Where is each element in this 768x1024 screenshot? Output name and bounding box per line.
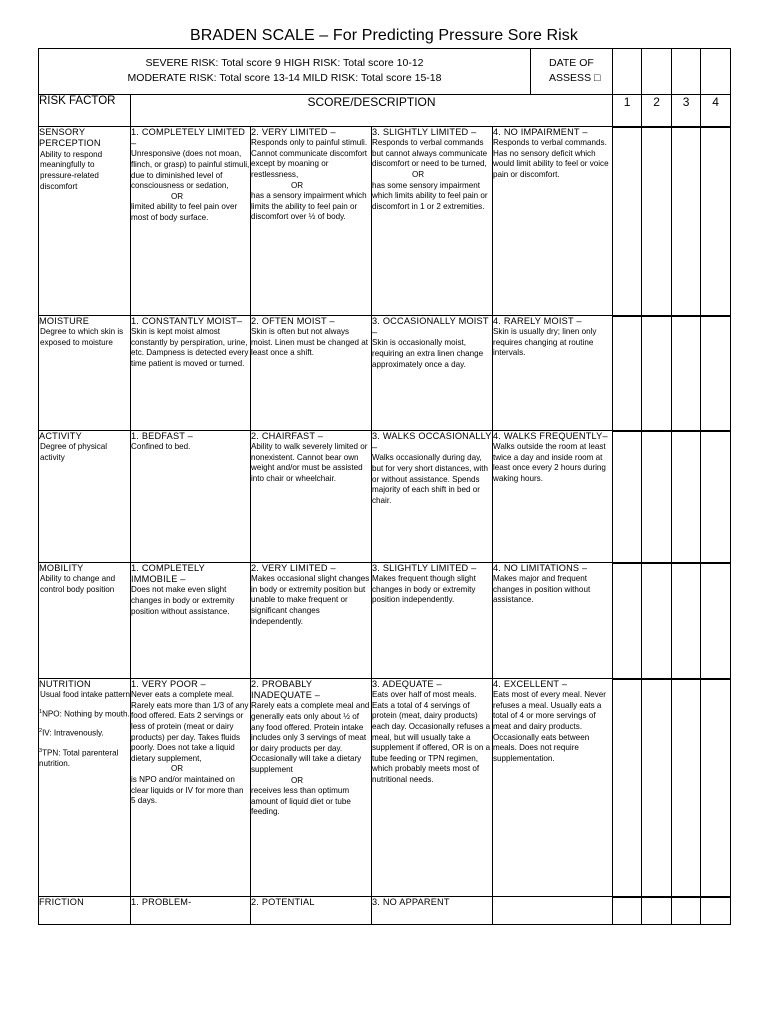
date-of-assess-cell xyxy=(531,49,613,95)
score-entry-box[interactable] xyxy=(701,897,730,898)
score-entry-box[interactable] xyxy=(642,679,671,680)
score-heading: 1. COMPLETELY LIMITED – xyxy=(131,127,246,149)
score-heading: 4. NO IMPAIRMENT – xyxy=(493,127,588,137)
assessment-1-header: 1 xyxy=(613,95,642,127)
assessment-3-header: 3 xyxy=(672,95,701,127)
score-heading: 1. BEDFAST – xyxy=(131,431,193,441)
score-heading: 4. WALKS FREQUENTLY– xyxy=(493,431,608,441)
score-option-3 xyxy=(372,563,493,679)
score-option-2 xyxy=(251,127,372,316)
score-entry-box[interactable] xyxy=(701,431,730,432)
date-label-1: DATE OF xyxy=(549,57,594,69)
score-entry-box[interactable] xyxy=(642,127,671,128)
score-entry-box[interactable] xyxy=(613,897,641,898)
score-heading: 2. OFTEN MOIST – xyxy=(251,316,335,326)
score-text: Responds to verbal commands. Has no sensory deficit which would limit ability to feel or voice pain or discomfort. xyxy=(493,138,609,179)
risk-factor-name: MOISTURE xyxy=(39,316,90,326)
score-entry-box[interactable] xyxy=(672,316,700,317)
score-option-2 xyxy=(251,563,372,679)
score-text: Never eats a complete meal. Rarely eats more than 1/3 of any food offered. Eats 2 servings or less of protein (meat or dairy products) per day. Takes fluids poorly. Does not take a liquid dietary supplement, xyxy=(131,690,249,763)
risk-factor-name: ACTIVITY xyxy=(39,431,82,441)
footnote-text: TPN: Total parenteral nutrition. xyxy=(39,748,119,768)
score-text: Skin is often but not always moist. Linen must be changed at least once a shift. xyxy=(251,327,368,358)
score-heading: 2. CHAIRFAST – xyxy=(251,431,324,441)
score-entry-column-4 xyxy=(701,897,731,925)
score-heading: 3. ADEQUATE – xyxy=(372,679,442,689)
score-text: Makes occasional slight changes in body or extremity position but unable to make frequent or significant changes independently. xyxy=(251,574,370,626)
score-entry-column-1 xyxy=(613,679,642,897)
score-option-3 xyxy=(372,431,493,563)
score-text: Walks outside the room at least twice a day and inside room at least once every 2 hours during waking hours. xyxy=(493,442,606,483)
score-entry-box[interactable] xyxy=(701,127,730,128)
score-entry-box[interactable] xyxy=(613,431,641,432)
score-option-1 xyxy=(131,897,251,925)
score-entry-column-4 xyxy=(701,431,731,563)
score-option-4 xyxy=(493,679,613,897)
risk-factor-header: RISK FACTOR xyxy=(39,95,131,127)
risk-factor-row xyxy=(39,563,731,679)
score-entry-column-1 xyxy=(613,563,642,679)
risk-factor-cell xyxy=(39,316,131,431)
risk-factor-row xyxy=(39,897,731,925)
risk-line-1: SEVERE RISK: Total score 9 HIGH RISK: Total score 10-12 xyxy=(145,57,424,69)
score-entry-column-4 xyxy=(701,563,731,679)
score-text: Ability to walk severely limited or nonexistent. Cannot bear own weight and/or must be assisted into chair or wheelchair. xyxy=(251,442,368,483)
or-separator: OR xyxy=(291,180,304,190)
score-option-3 xyxy=(372,897,493,925)
risk-factor-description: Usual food intake pattern xyxy=(40,690,130,700)
score-option-2 xyxy=(251,431,372,563)
score-entry-column-2 xyxy=(642,679,672,897)
score-option-4 xyxy=(493,431,613,563)
score-text: Does not make even slight changes in body or extremity position without assistance. xyxy=(131,585,235,616)
assessment-2-header: 2 xyxy=(642,95,672,127)
footnote-text: IV: Intravenously. xyxy=(42,728,104,738)
score-entry-column-3 xyxy=(672,431,701,563)
score-entry-column-3 xyxy=(672,316,701,431)
risk-line-2: MODERATE RISK: Total score 13-14 MILD RISK: Total score 15-18 xyxy=(127,72,442,84)
score-option-4 xyxy=(493,897,613,925)
score-entry-column-1 xyxy=(613,897,642,925)
score-text: Confined to bed. xyxy=(131,442,191,452)
date-field-2[interactable] xyxy=(642,49,672,95)
score-entry-box[interactable] xyxy=(672,127,700,128)
score-option-3 xyxy=(372,127,493,316)
score-heading: 2. VERY LIMITED – xyxy=(251,563,336,573)
score-option-1 xyxy=(131,679,251,897)
score-text: Skin is occasionally moist, requiring an extra linen change approximately once a day. xyxy=(372,338,484,369)
score-entry-box[interactable] xyxy=(672,897,700,898)
score-entry-box[interactable] xyxy=(701,316,730,317)
score-text: Rarely eats a complete meal and generally eats only about ½ of any food offered. Protein intake includes only 3 servings of meat or dairy products per day. Occasionally will take a dietary supplement xyxy=(251,701,370,774)
score-heading: 3. SLIGHTLY LIMITED – xyxy=(372,127,477,137)
risk-factor-cell xyxy=(39,897,131,925)
score-entry-column-3 xyxy=(672,127,701,316)
score-text: Eats most of every meal. Never refuses a meal. Usually eats a total of 4 or more servings of meat and dairy products. Occasionally eats between meals. Does not require supplementation. xyxy=(493,690,606,763)
or-separator: OR xyxy=(412,169,425,179)
score-text-alt: has a sensory impairment which limits the ability to feel pain or discomfort over ½ of body. xyxy=(251,191,367,222)
risk-factor-description: Degree of physical activity xyxy=(40,442,108,462)
score-heading: 1. CONSTANTLY MOIST– xyxy=(131,316,243,326)
score-heading: 2. POTENTIAL xyxy=(251,897,315,907)
score-entry-column-4 xyxy=(701,316,731,431)
score-text: Responds to verbal commands but cannot always communicate discomfort or need to be turned, xyxy=(372,138,488,169)
score-heading: 3. OCCASIONALLY MOIST – xyxy=(372,316,489,338)
score-heading: 4. NO LIMITATIONS – xyxy=(493,563,588,573)
score-entry-box[interactable] xyxy=(701,563,730,564)
score-text: Skin is usually dry; linen only requires changing at routine intervals. xyxy=(493,327,597,358)
date-field-3[interactable] xyxy=(672,49,701,95)
score-text: Makes major and frequent changes in position without assistance. xyxy=(493,574,591,605)
header-row xyxy=(39,95,731,127)
score-entry-column-2 xyxy=(642,316,672,431)
score-text: Responds only to painful stimuli. Cannot communicate discomfort except by moaning or restlessness, xyxy=(251,138,368,179)
assessment-4-header: 4 xyxy=(701,95,731,127)
score-entry-column-2 xyxy=(642,127,672,316)
score-entry-column-4 xyxy=(701,679,731,897)
score-text: Unresponsive (does not moan, flinch, or grasp) to painful stimuli, due to diminished level of consciousness or sedation, xyxy=(131,149,250,191)
score-option-1 xyxy=(131,431,251,563)
score-heading: 4. EXCELLENT – xyxy=(493,679,568,689)
score-entry-box[interactable] xyxy=(642,431,671,432)
score-text-alt: receives less than optimum amount of liquid diet or tube feeding. xyxy=(251,786,351,817)
score-entry-box[interactable] xyxy=(672,431,700,432)
risk-factor-row xyxy=(39,679,731,897)
risk-factor-description: Degree to which skin is exposed to moisture xyxy=(40,327,124,347)
score-entry-box[interactable] xyxy=(613,679,641,680)
score-heading: 1. VERY POOR – xyxy=(131,679,206,689)
score-option-2 xyxy=(251,679,372,897)
risk-factor-row xyxy=(39,431,731,563)
score-heading: 3. SLIGHTLY LIMITED – xyxy=(372,563,477,573)
risk-factor-row xyxy=(39,127,731,316)
braden-scale-table xyxy=(38,48,731,925)
score-entry-column-3 xyxy=(672,679,701,897)
score-entry-column-4 xyxy=(701,127,731,316)
footnote: $^1$NPO: Nothing by mouth. xyxy=(39,709,130,719)
score-entry-column-2 xyxy=(642,431,672,563)
risk-factor-description: Ability to respond meaningfully to pressure-related discomfort xyxy=(40,149,103,191)
score-option-2 xyxy=(251,316,372,431)
score-entry-box[interactable] xyxy=(701,679,730,680)
risk-factor-cell xyxy=(39,431,131,563)
risk-legend-row xyxy=(39,49,731,95)
footnote: $^2$IV: Intravenously. xyxy=(39,728,104,738)
score-entry-box[interactable] xyxy=(642,563,671,564)
score-option-3 xyxy=(372,316,493,431)
score-heading: 3. NO APPARENT xyxy=(372,897,450,907)
score-entry-column-2 xyxy=(642,897,672,925)
score-option-4 xyxy=(493,316,613,431)
score-description-header: SCORE/DESCRIPTION xyxy=(131,95,613,127)
score-heading: 4. RARELY MOIST – xyxy=(493,316,582,326)
risk-factor-row xyxy=(39,316,731,431)
risk-factor-cell xyxy=(39,127,131,316)
score-entry-column-2 xyxy=(642,563,672,679)
score-text: Skin is kept moist almost constantly by perspiration, urine, etc. Dampness is detected every time patient is moved or turned. xyxy=(131,327,249,368)
risk-factor-cell xyxy=(39,679,131,897)
score-heading: 2. PROBABLY INADEQUATE – xyxy=(251,679,321,701)
risk-factor-name: SENSORY PERCEPTION xyxy=(39,127,101,149)
score-option-4 xyxy=(493,563,613,679)
score-heading: 3. WALKS OCCASIONALLY – xyxy=(372,431,492,453)
score-entry-box[interactable] xyxy=(613,127,641,128)
score-option-2 xyxy=(251,897,372,925)
risk-factor-cell xyxy=(39,563,131,679)
risk-levels-cell xyxy=(39,49,531,95)
or-separator: OR xyxy=(291,775,304,785)
page-title: BRADEN SCALE – For Predicting Pressure Sore Risk xyxy=(189,27,579,44)
date-field-4[interactable] xyxy=(701,49,731,95)
score-entry-box[interactable] xyxy=(672,679,700,680)
date-field-1[interactable] xyxy=(613,49,642,95)
risk-factor-name: NUTRITION xyxy=(39,679,91,689)
score-entry-box[interactable] xyxy=(613,316,641,317)
score-option-1 xyxy=(131,563,251,679)
footnote-text: NPO: Nothing by mouth. xyxy=(42,709,130,719)
score-entry-box[interactable] xyxy=(672,563,700,564)
score-entry-column-1 xyxy=(613,431,642,563)
score-heading: 2. VERY LIMITED – xyxy=(251,127,336,137)
score-entry-column-1 xyxy=(613,127,642,316)
score-option-1 xyxy=(131,316,251,431)
risk-factor-description: Ability to change and control body position xyxy=(40,574,116,594)
score-entry-column-3 xyxy=(672,563,701,679)
score-text: Eats over half of most meals. Eats a total of 4 servings of protein (meat, dairy products) each day. Occasionally refuses a meal, but will usually take a supplement if offered, OR is on a tube feeding or TPN regimen, which probably meets most of nutritional needs. xyxy=(372,690,491,784)
score-entry-column-3 xyxy=(672,897,701,925)
score-heading: 1. COMPLETELY IMMOBILE – xyxy=(131,563,205,585)
score-entry-box[interactable] xyxy=(613,563,641,564)
footnote: $^3$TPN: Total parenteral nutrition. xyxy=(39,747,119,768)
risk-factor-name: MOBILITY xyxy=(39,563,84,573)
score-entry-box[interactable] xyxy=(642,897,671,898)
score-option-3 xyxy=(372,679,493,897)
score-text: Makes frequent though slight changes in body or extremity position independently. xyxy=(372,574,476,605)
score-option-1 xyxy=(131,127,251,316)
score-entry-box[interactable] xyxy=(642,316,671,317)
or-separator: OR xyxy=(171,764,184,774)
score-text-alt: is NPO and/or maintained on clear liquids or IV for more than 5 days. xyxy=(131,774,244,806)
score-text: Walks occasionally during day, but for very short distances, with or without assistance. Spends majority of each shift in bed or chair. xyxy=(372,453,489,505)
score-heading: 1. PROBLEM- xyxy=(131,897,192,907)
score-entry-column-1 xyxy=(613,316,642,431)
or-separator: OR xyxy=(171,191,184,201)
score-text-alt: has some sensory impairment which limits ability to feel pain or discomfort in 1 or 2 extremities. xyxy=(372,180,488,211)
date-label-2: ASSESS □ xyxy=(549,72,601,84)
score-option-4 xyxy=(493,127,613,316)
score-text-alt: limited ability to feel pain over most of body surface. xyxy=(131,202,238,222)
risk-factor-name: FRICTION xyxy=(39,897,84,907)
